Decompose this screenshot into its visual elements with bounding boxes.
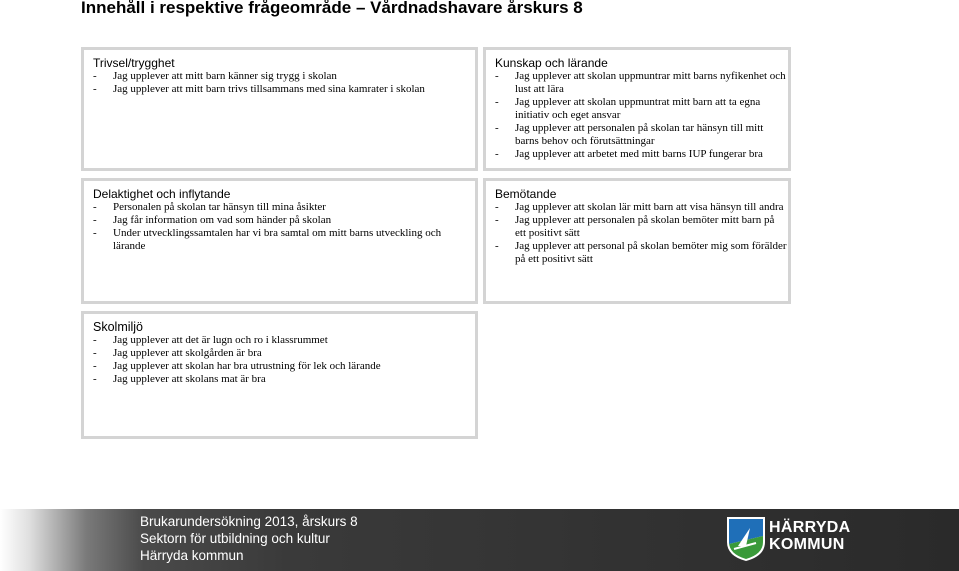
section-heading: Delaktighet och inflytande — [93, 187, 231, 201]
section-heading: Bemötande — [495, 187, 557, 201]
footer-text — [140, 513, 358, 564]
harryda-logo — [726, 516, 862, 568]
item-list — [93, 201, 475, 253]
section-delaktighet-och-inflytande — [81, 178, 478, 304]
section-kunskap-och-larande — [483, 47, 791, 171]
page-title: Innehåll i respektive frågeområde – Vårdnadshavare årskurs 8 — [81, 0, 583, 17]
logo-wordmark: HÄRRYDA KOMMUN — [769, 519, 851, 553]
harryda-coat-of-arms-icon — [726, 516, 766, 562]
section-heading: Kunskap och lärande — [495, 56, 608, 70]
list-item: - Jag upplever att det är lugn och ro i klassrummet — [93, 334, 328, 346]
list-item: - Jag upplever att arbetet med mitt barns IUP fungerar bra — [495, 148, 763, 160]
footer-line-municipality: Härryda kommun — [140, 548, 244, 563]
item-list — [495, 70, 788, 161]
list-item: - Jag upplever att personalen på skolan tar hänsyn till mitt barns behov och förutsättningar — [495, 122, 764, 147]
list-item: - Jag upplever att personal på skolan bemöter mig som förälder på ett positivt sätt — [495, 240, 787, 265]
section-heading: Trivsel/trygghet — [93, 56, 175, 70]
footer-bar — [0, 509, 959, 571]
footer-line-survey: Brukarundersökning 2013, årskurs 8 — [140, 514, 358, 529]
footer-line-sector: Sektorn för utbildning och kultur — [140, 531, 330, 546]
item-list — [495, 201, 788, 266]
item-list — [93, 334, 475, 386]
list-item: - Jag upplever att personalen på skolan bemöter mitt barn på ett positivt sätt — [495, 214, 775, 239]
section-trivsel-trygghet — [81, 47, 478, 171]
list-item: - Jag upplever att skolgården är bra — [93, 347, 262, 359]
list-item: - Jag upplever att mitt barn känner sig trygg i skolan — [93, 70, 337, 82]
list-item: - Personalen på skolan tar hänsyn till mina åsikter — [93, 201, 326, 213]
list-item: - Jag upplever att skolan har bra utrustning för lek och lärande — [93, 360, 381, 372]
section-heading: Skolmiljö — [93, 320, 144, 334]
list-item: - Jag upplever att skolan uppmuntrar mitt barns nyfikenhet och lust att lära — [495, 70, 786, 95]
section-bemotande — [483, 178, 791, 304]
list-item: - Jag upplever att skolans mat är bra — [93, 373, 266, 385]
list-item: - Jag får information om vad som händer på skolan — [93, 214, 332, 226]
list-item: - Jag upplever att mitt barn trivs tillsammans med sina kamrater i skolan — [93, 83, 425, 95]
list-item: - Under utvecklingssamtalen har vi bra samtal om mitt barns utveckling och lärande — [93, 227, 442, 252]
item-list — [93, 70, 475, 96]
list-item: - Jag upplever att skolan lär mitt barn att visa hänsyn till andra — [495, 201, 784, 213]
section-skolmiljo — [81, 311, 478, 439]
list-item: - Jag upplever att skolan uppmuntrat mitt barn att ta egna initiativ och eget ansvar — [495, 96, 761, 121]
